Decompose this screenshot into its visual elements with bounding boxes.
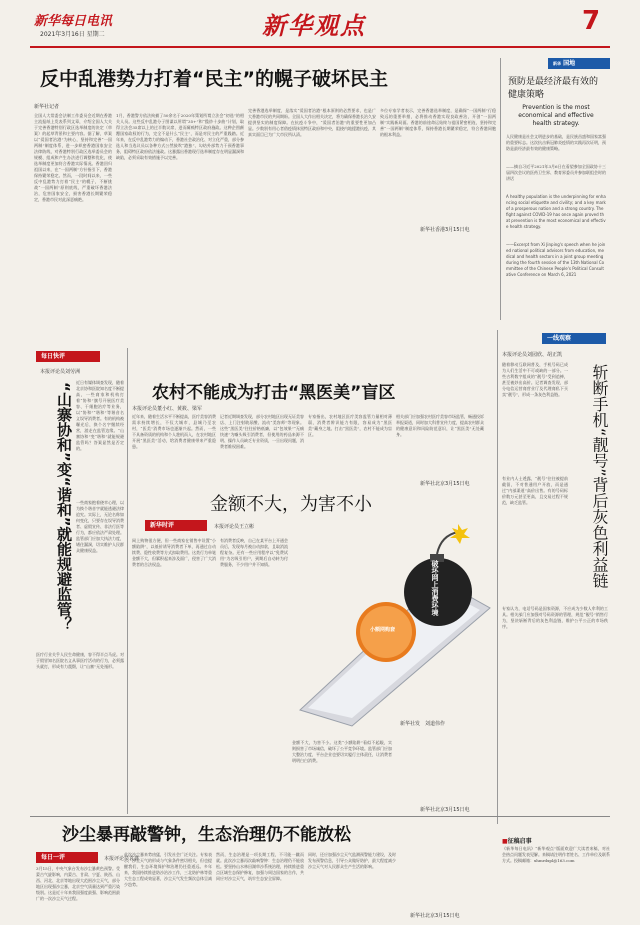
sidebar-right-byline: 本报评论员刘园欣、胡正凯 [502,352,563,358]
footer-box-body: 《新华每日电讯》“新华观点”版面欢迎广大读者来稿，对社会热点问题发表见解。来稿请注明作者姓名、工作单位及联系方式。投稿邮箱：xhmrdxpl@163.com [502,846,610,863]
sidebar-right-body2: 有业内人士透露，“靓号”往往被提前截留，不对普通用户开放，而是通过“内部渠道”高价出售。有的号码标价数万元甚至更高，且交易过程不规范，缺乏监管。 [502,476,568,505]
section-title: 新华观点 [262,12,366,40]
top-right-box [502,58,610,320]
box-quote-cn: ——摘自习近平2021年3月6日在看望参加全国政协十三届四次会议的医药卫生界、教育界委员并参加联组会时的讲话 [506,164,606,181]
page-number: 7 [582,6,601,36]
article1-col1: 全国人大常委会法制工作委员会近期在香港主流报纸上发表系列文章，介绍全国人大关于完善香港特别行政区选举制度的决定（草案）的起草背景和主要内容。据了解，草案以“爱国者治港”为核心，坚持和完善“一国两制”制度体系，进一步织密香港国家安全法律防线，对香港特别行政区选举委员会的规模、组成和产生办法进行调整和优化，使选举制度更加符合香港实际情况。香港回归祖国以来，在“一国两制”方针指引下，香港保持繁荣稳定。然而，一段时间以来，一些反中乱港势力打着“民主”的幌子，不断挑战“一国两制”原则底线，严重破坏香港法治，危害国家安全，损害香港长期繁荣稳定，香港市民对此深恶痛绝。 [34,113,112,202]
footer-square-icon: ■ [502,838,508,845]
article3-col1: 网上购物很方便，但一些商家在销售中设置“小额陷阱”，以低价诱导消费者下单，再通过自动续费、隐性收费等方式扣取费用。这类行为单笔金额不大，但累积起来涉及面广，侵害了广大消费者的合法权益。 [132,538,216,567]
box-title-en: Prevention is the most economical and effective health strategy. [518,104,594,127]
footer-box-title: ■征稿启事 [502,838,532,845]
article2-col2: 记者近期调查发现，部分农村地区出现无证美容店、上门注射玻尿酸、流动“美容师”等现象。这些“黑医美”往往价格低廉，以“包效果”“无痛快速”为噱头吸引消费者，但使用的药品来源不明、操作人员缺乏专业资质，一旦出现问题，消费者维权困难。 [220,414,304,449]
article4-col1: 3月15日，中央气象台发布沙尘暴黄色预警。受蒙古气旋影响，内蒙古、甘肃、宁夏、陕西、山西、河北、北京等地出现大范围沙尘天气，部分地区出现强沙尘暴，北京空气质量达到严重污染级别。这是近十年来我国强度最强、影响范围最广的一次沙尘天气过程。 [36,866,120,901]
box-quote-en: ——Excerpt from Xi Jinping's speech when he joined national political advisors from education, medical and health sectors in a joint group meeting during the fourth session of the 13th National Committee of the Chinese People's Political Consultative Conference on March 6, 2021 [506,242,606,277]
sidebar-left-body: 近日有媒体调查发现，随着北京协和医院知名度不断提高，一些商家和机构打着“协和”旗号开展医疗美容、干细胞治疗等业务，以“协和”“谐和”等谐音名义误导消费者。有的机构被曝光后，换个名字继续经营，游走在监管边缘。“山寨协和”变“谐和”就能规避监管吗？答案显然是否定的。 [76,380,124,451]
column-tag: 新华 国地 [548,58,610,69]
masthead [0,0,640,48]
article4-tag: 每日一评 [36,852,98,863]
sidebar-right-title: 斩断手机“靓号”背后灰色利益链 [590,364,609,589]
article4-col4: 同时，还应加强沙尘天气监测预警能力建设，及时发布预警信息，引导公众做好防护，最大程度减少沙尘天气对人民群众生产生活的影响。 [308,852,396,869]
article3-byline: 本报评论员王立彬 [214,524,255,530]
article4-headline: 沙尘暴再敲警钟，生态治理仍不能放松 [62,825,351,845]
sidebar-right-body: 随着移动互联网普及，手机号码已成为人们生活中不可或缺的一部分。一些吉利数字组成的“靓号”受到追捧，甚至被炒出高价。记者调查发现，部分电信运营商营业厅及代理商私下买卖“靓号”，形成一条灰色利益链。 [502,362,568,397]
article2-col3: 专家指出，农村地区医疗美容监管力量相对薄弱，消费者辨识能力有限，容易成为“黑医美”藏身之地。打击“黑医美”，农村不能成为盲区。 [308,414,392,437]
article3-col3: 金额不大，为害不小。这类“小额陷阱”看似不起眼，实则损害了市场诚信，破坏了公平竞争环境。监管部门应加大整治力度，平台企业也要切实履行主体责任，让消费者明明白白消费。 [292,740,392,763]
article4-byline: 本报评论员袁鑫 [104,856,140,862]
footer-box [502,836,610,922]
article4-col3: 然而，生态治理是一项长期工程，不可能一蹴而就。此次沙尘暴再次敲响警钟：生态治理仍不能放松。要坚持山水林田湖草沙系统治理，持续推进重点区域生态保护修复，加强与周边国家的合作，共同应对沙尘天气，筑牢生态安全屏障。 [216,852,304,881]
article4-col2: 此次沙尘暴来势凶猛，引发社会广泛关注。专家表示，沙尘天气的形成与气象条件密切相关，但也提醒我们，生态环境保护和治理仍任重道远。多年来，我国持续推进防沙治沙工作，三北防护林等重大生态工程成效显著，沙尘天气发生频次总体呈减少趋势。 [124,852,212,887]
sidebar-left-byline: 本报评论员刘劳洲 [40,369,81,375]
illustration [290,520,496,732]
sidebar-left-body3: 医疗行业关乎人民生命健康，容不得半点马虎。对于假冒知名医院名义从事医疗活动的行为，必须露头就打，形成有力震慑，让“山寨”无处遁形。 [36,652,124,669]
article2-headline: 农村不能成为打击“黑医美”盲区 [152,383,396,403]
sidebar-right-tag: 一线观察 [542,333,606,344]
article3-headline: 金额不大，为害不小 [210,494,372,515]
sidebar-right-divider [497,330,498,824]
article3-dateline: 新华社北京3月15日电 [420,807,470,813]
box-body-cn: 人民健康是社会文明进步的基础，是民族昌盛和国家富强的重要标志。这次抗击新冠肺炎疫情的实践再次证明，预防是最经济最有效的健康策略。 [506,134,606,151]
article4-top-rule [30,816,610,817]
masthead-rule [30,46,610,48]
sidebar-left-divider [127,348,128,814]
article1-dateline: 新华社香港3月15日电 [420,227,470,233]
box-divider [500,58,501,320]
box-body-en: A healthy population is the underpinning for enhancing social etiquette and civility; and a key mark of a prosperous nation and a strong country. The fight against COVID-19 has once again proved that prevention is the most economical and effective health strategy. [506,194,606,229]
article3-tag: 新华时评 [145,520,207,531]
illustration-caption: 破坏网上消费环境 [431,560,439,616]
article2-col1: 近年来，随着生活水平不断提高，医疗美容消费需求持续增长，不仅大城市，县城乃至农村，“医美”消费市场也逐渐兴起。然而，一些不具备资质的机构和个人趁机而入，在农村地区开展“黑医美”活动，给消费者健康带来严重隐患。 [132,414,216,449]
article1-col4: 多位专家学者表示，完善香港选举制度，是确保“一国两制”行稳致远的重要举措，必将推动香港实现良政善治，开创“一国两制”实践新局面。香港的前途命运始终与祖国紧密相连，坚持和完善“一国两制”制度体系，保持香港长期繁荣稳定，符合香港同胞的根本利益。 [380,108,496,137]
sidebar-left-body2: 一些商家抱着侥幸心理，以为换个谐音字就能逃避法律追究。实际上，无论名称如何变化，只要存在误导消费者、虚假宣传、非法行医等行为，都应依法严肃处理。监管部门应加大执法力度，堵住漏洞，切实维护人民群众健康权益。 [76,500,124,553]
box-title-cn: 预防是最经济最有效的健康策略 [508,77,599,100]
sidebar-left-title: “山寨协和”变“谐和”就能规避监管？ [55,382,73,632]
article2-col4: 相关部门应加强农村医疗美容市场监管，畅通投诉举报渠道，同时加大科普宣传力度，提高农村群众的健康意识和风险防范意识，让“黑医美”无处藏身。 [396,414,484,437]
article2-dateline: 新华社北京3月15日电 [420,481,470,487]
article3-col2: 有消费者反映，自己在某平台上开通会员后，发现每月被自动扣款，且取消流程复杂。还有一些应用程序以“免费试用”为名吸引用户，到期后自动转为付费服务，不少用户并不知情。 [220,538,288,567]
sidebar-right-body3: 专家认为，电话号码是国家资源，不应成为少数人牟利的工具。相关部门应加强对号码资源的管理，规范“靓号”销售行为，坚决斩断背后的灰色利益链，维护公平公正的市场秩序。 [502,606,608,629]
article4-dateline: 新华社北京3月15日电 [410,913,460,919]
article1-headline: 反中乱港势力打着“民主”的幌子破坏民主 [40,68,388,90]
illustration-credit: 新华社发 刘道伟作 [400,721,446,727]
paper-name: 新华每日电讯 [34,14,113,29]
article1-col3: 完善香港选举制度，是落实“爱国者治港”根本原则的必然要求，也是广大香港市民的共同期盼。全国人大作出相关决定，将为确保香港长治久安提供坚实的制度保障。在抗疫斗争中，“爱国者治港”的重要性更加凸显。少数别有用心者借疫情抹黑特区政府和中央，阻挠内地援港抗疫，其真实面目已为广大市民所认清。 [248,108,376,137]
illustration-tag: 小额网购套 [370,627,396,633]
article1-col2: 1月，香港警方依法拘捕了50余名于2020年策划所谓立法会“初选”的相关人员。这些反中乱港分子图谋以所谓“35+”和“揽炒十步曲”计划，取得立法会35席以上的过半数议席，进而瘫痪特区政府施政。这种企图颠覆国家政权的行为，完全不是什么“民主”，而是对民主的严重践踏。近年来，在反中乱港势力的煽动下，香港社会政治化、对立化严重，部分参选人和当选议员以各种方式公然鼓吹“港独”、勾结外部势力干预香港事务，阻碍特区政府依法施政。这暴露出香港现行选举制度存在明显漏洞和缺陷，必须采取有效措施予以完善。 [116,113,244,160]
article2-byline: 本报评论员董小红、黄筱、梁军 [132,406,203,412]
article1-byline: 新华社记者 [34,104,60,110]
issue-date: 2021年3月16日 星期二 [40,31,105,38]
sidebar-left-tag: 每日快评 [36,351,100,362]
